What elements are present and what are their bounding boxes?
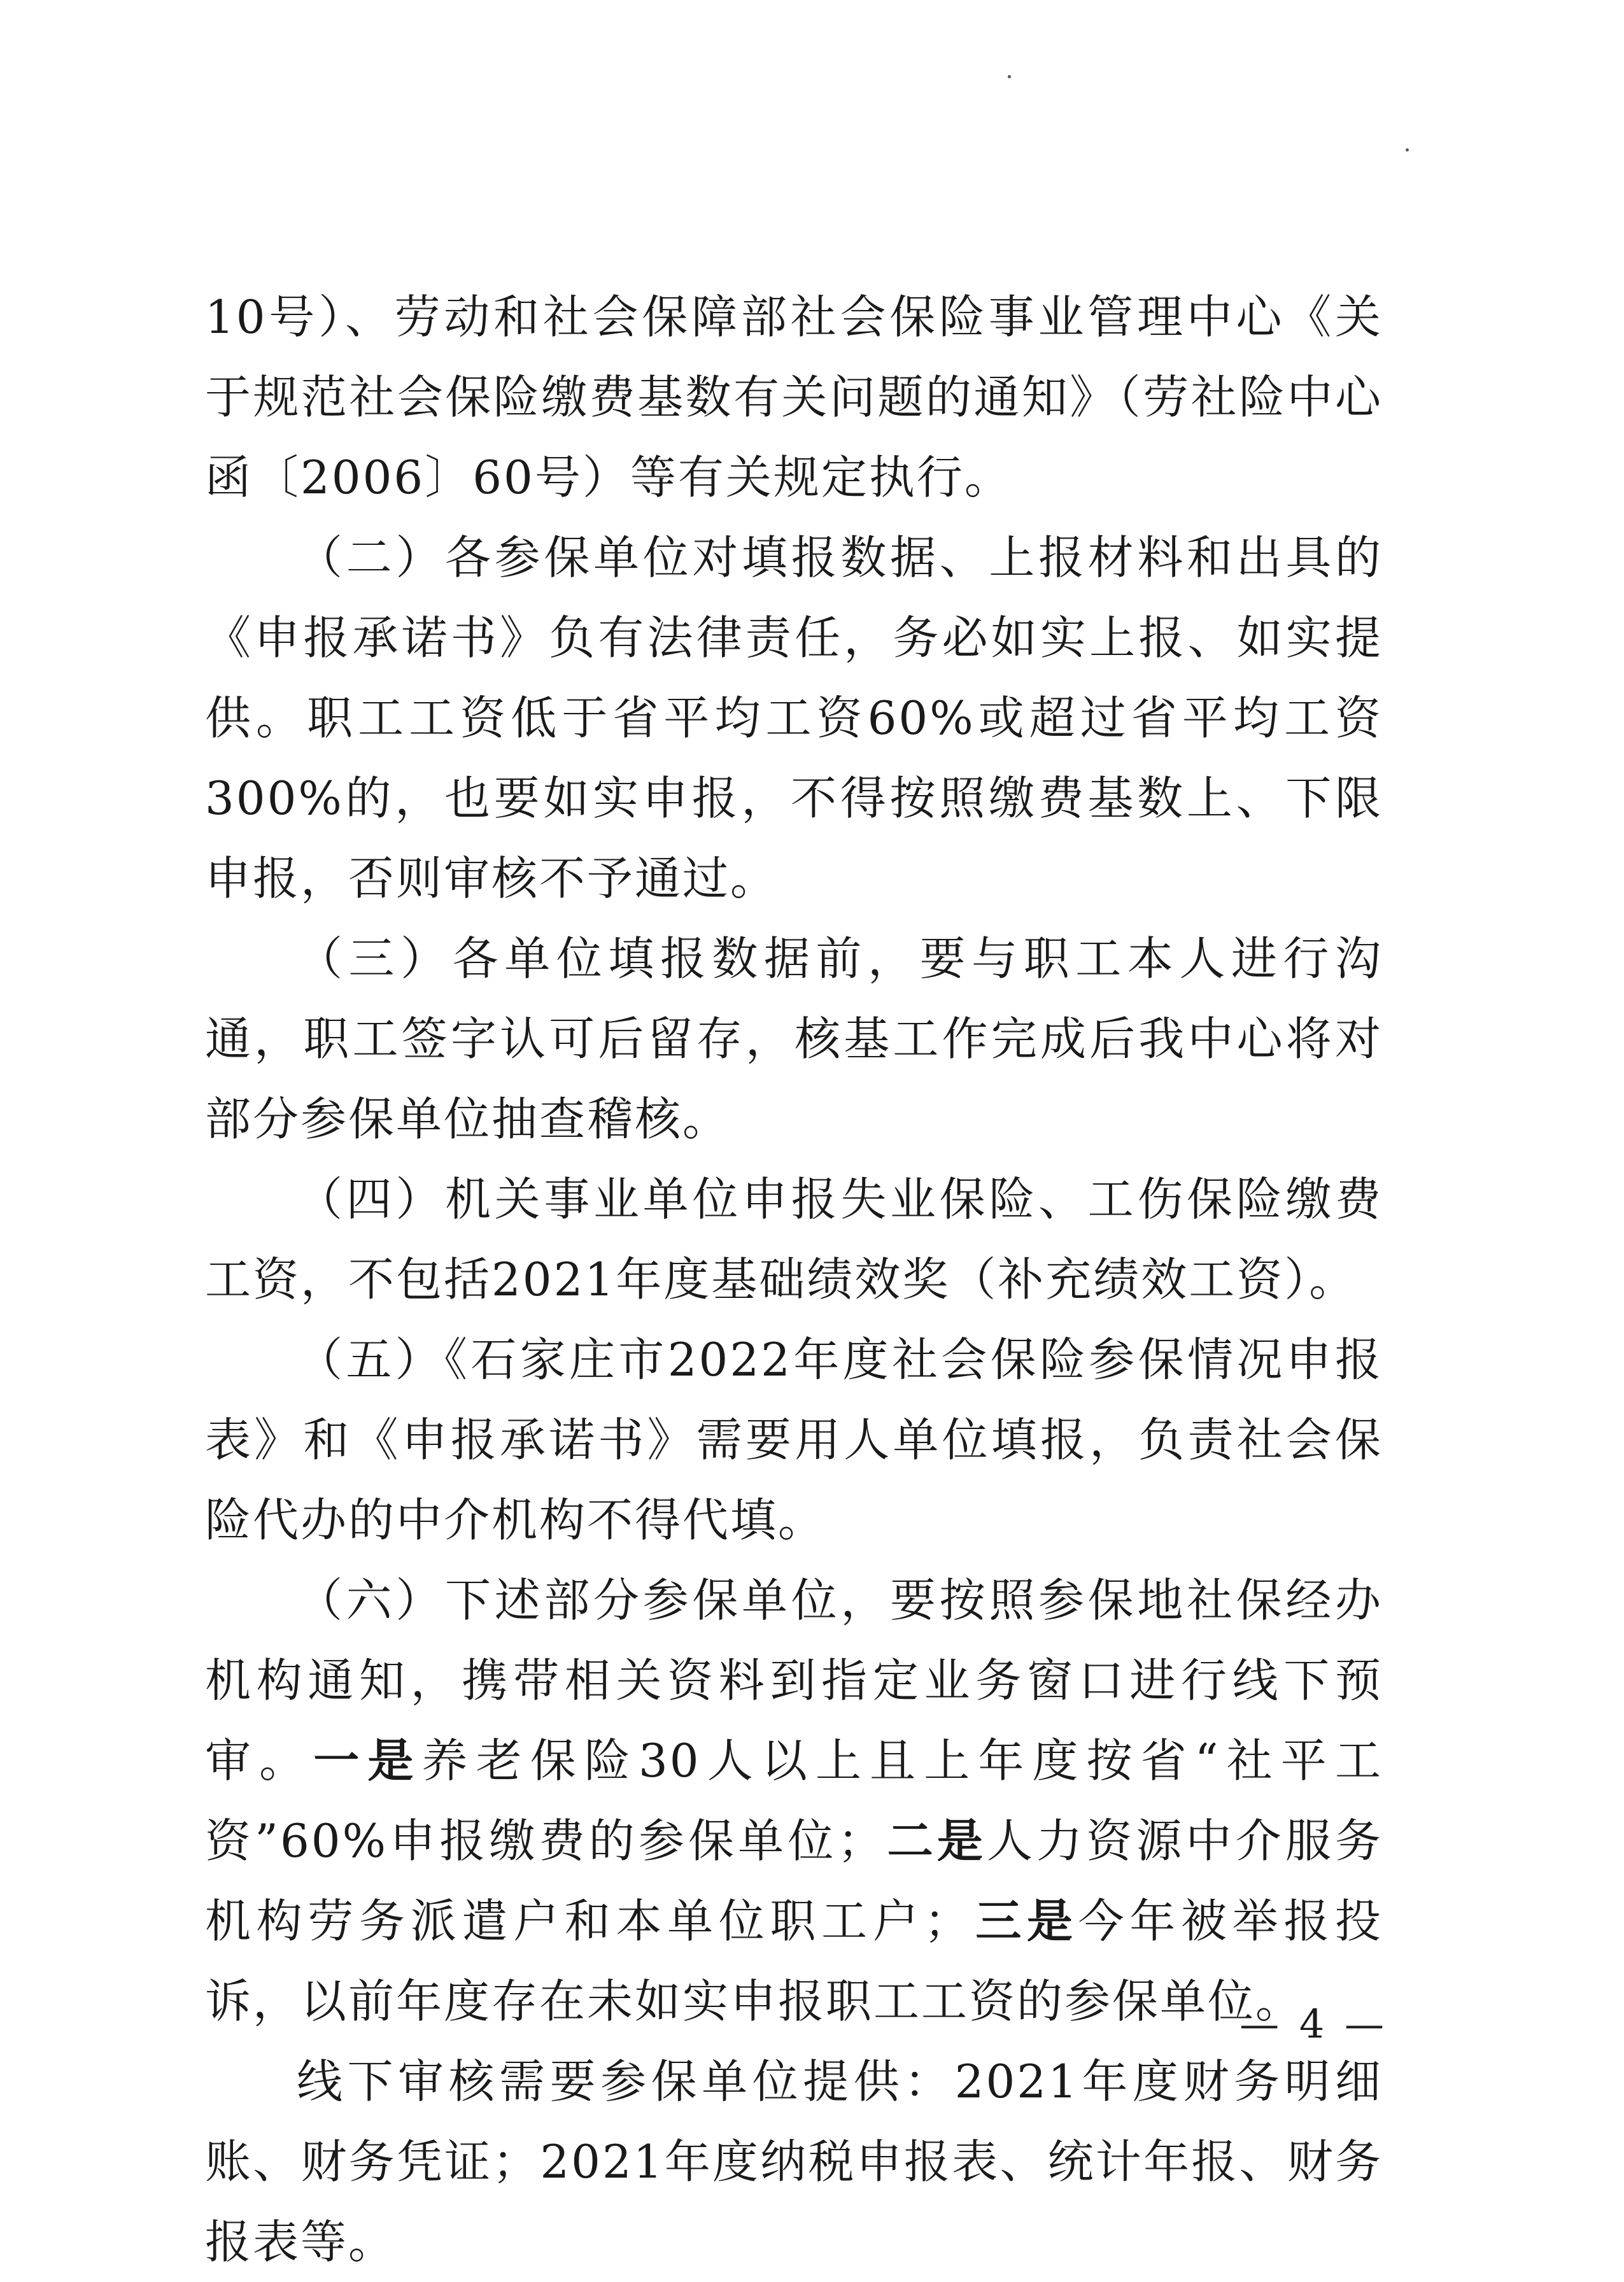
body-text (205, 277, 1383, 2282)
paragraph-offline-review: 线下审核需要参保单位提供：2021年度财务明细账、财务凭证；2021年度纳税申报表、统计年报、财务报表等。 (205, 2055, 1383, 2269)
page-number: — 4 — (1239, 2001, 1388, 2047)
emphasis-first: 一是 (313, 1733, 422, 1787)
paragraph-item-2: （二）各参保单位对填报数据、上报材料和出具的《申报承诺书》负有法律责任，务必如实上报、如实提供。职工工资低于省平均工资60%或超过省平均工资300%的，也要如实申报，不得按照缴费基数上、下限申报，否则审核不予通过。 (205, 531, 1383, 905)
scan-speck (1008, 75, 1011, 78)
emphasis-second: 二是 (885, 1814, 987, 1868)
paragraph-item-6-intro: （六）下述部分参保单位，要按照参保地社保经办机构通知，携带相关资料到指定业务窗口进行线下预审。 (205, 1574, 1383, 1787)
paragraph-item-4: （四）机关事业单位申报失业保险、工伤保险缴费工资，不包括2021年度基础绩效奖（补充绩效工资）。 (205, 1173, 1383, 1306)
paragraph-continuation: 10号）、劳动和社会保障部社会保险事业管理中心《关于规范社会保险缴费基数有关问题的通知》（劳社险中心函〔2006〕60号）等有关规定执行。 (205, 290, 1383, 504)
paragraph-item-5: （五）《石家庄市2022年度社会保险参保情况申报表》和《申报承诺书》需要用人单位填报，负责社会保险代办的中介机构不得代填。 (205, 1333, 1383, 1547)
emphasis-third: 三是 (971, 1894, 1078, 1948)
paragraph-item-6-third: 今年被举报投诉，以前年度存在未如实申报职工工资的参保单位。 (205, 1894, 1383, 2028)
paragraph-item-3: （三）各单位填报数据前，要与职工本人进行沟通，职工签字认可后留存，核基工作完成后我中心将对部分参保单位抽查稽核。 (205, 932, 1383, 1146)
scan-speck (1406, 148, 1409, 151)
paragraph-item-6-second: 人力资源中介服务机构劳务派遣户和本单位职工户； (205, 1814, 1383, 1948)
paragraph-item-6 (205, 1560, 1383, 2041)
paragraph-item-6-first: 养老保险30人以上且上年度按省“社平工资”60%申报缴费的参保单位； (205, 1734, 1383, 1868)
